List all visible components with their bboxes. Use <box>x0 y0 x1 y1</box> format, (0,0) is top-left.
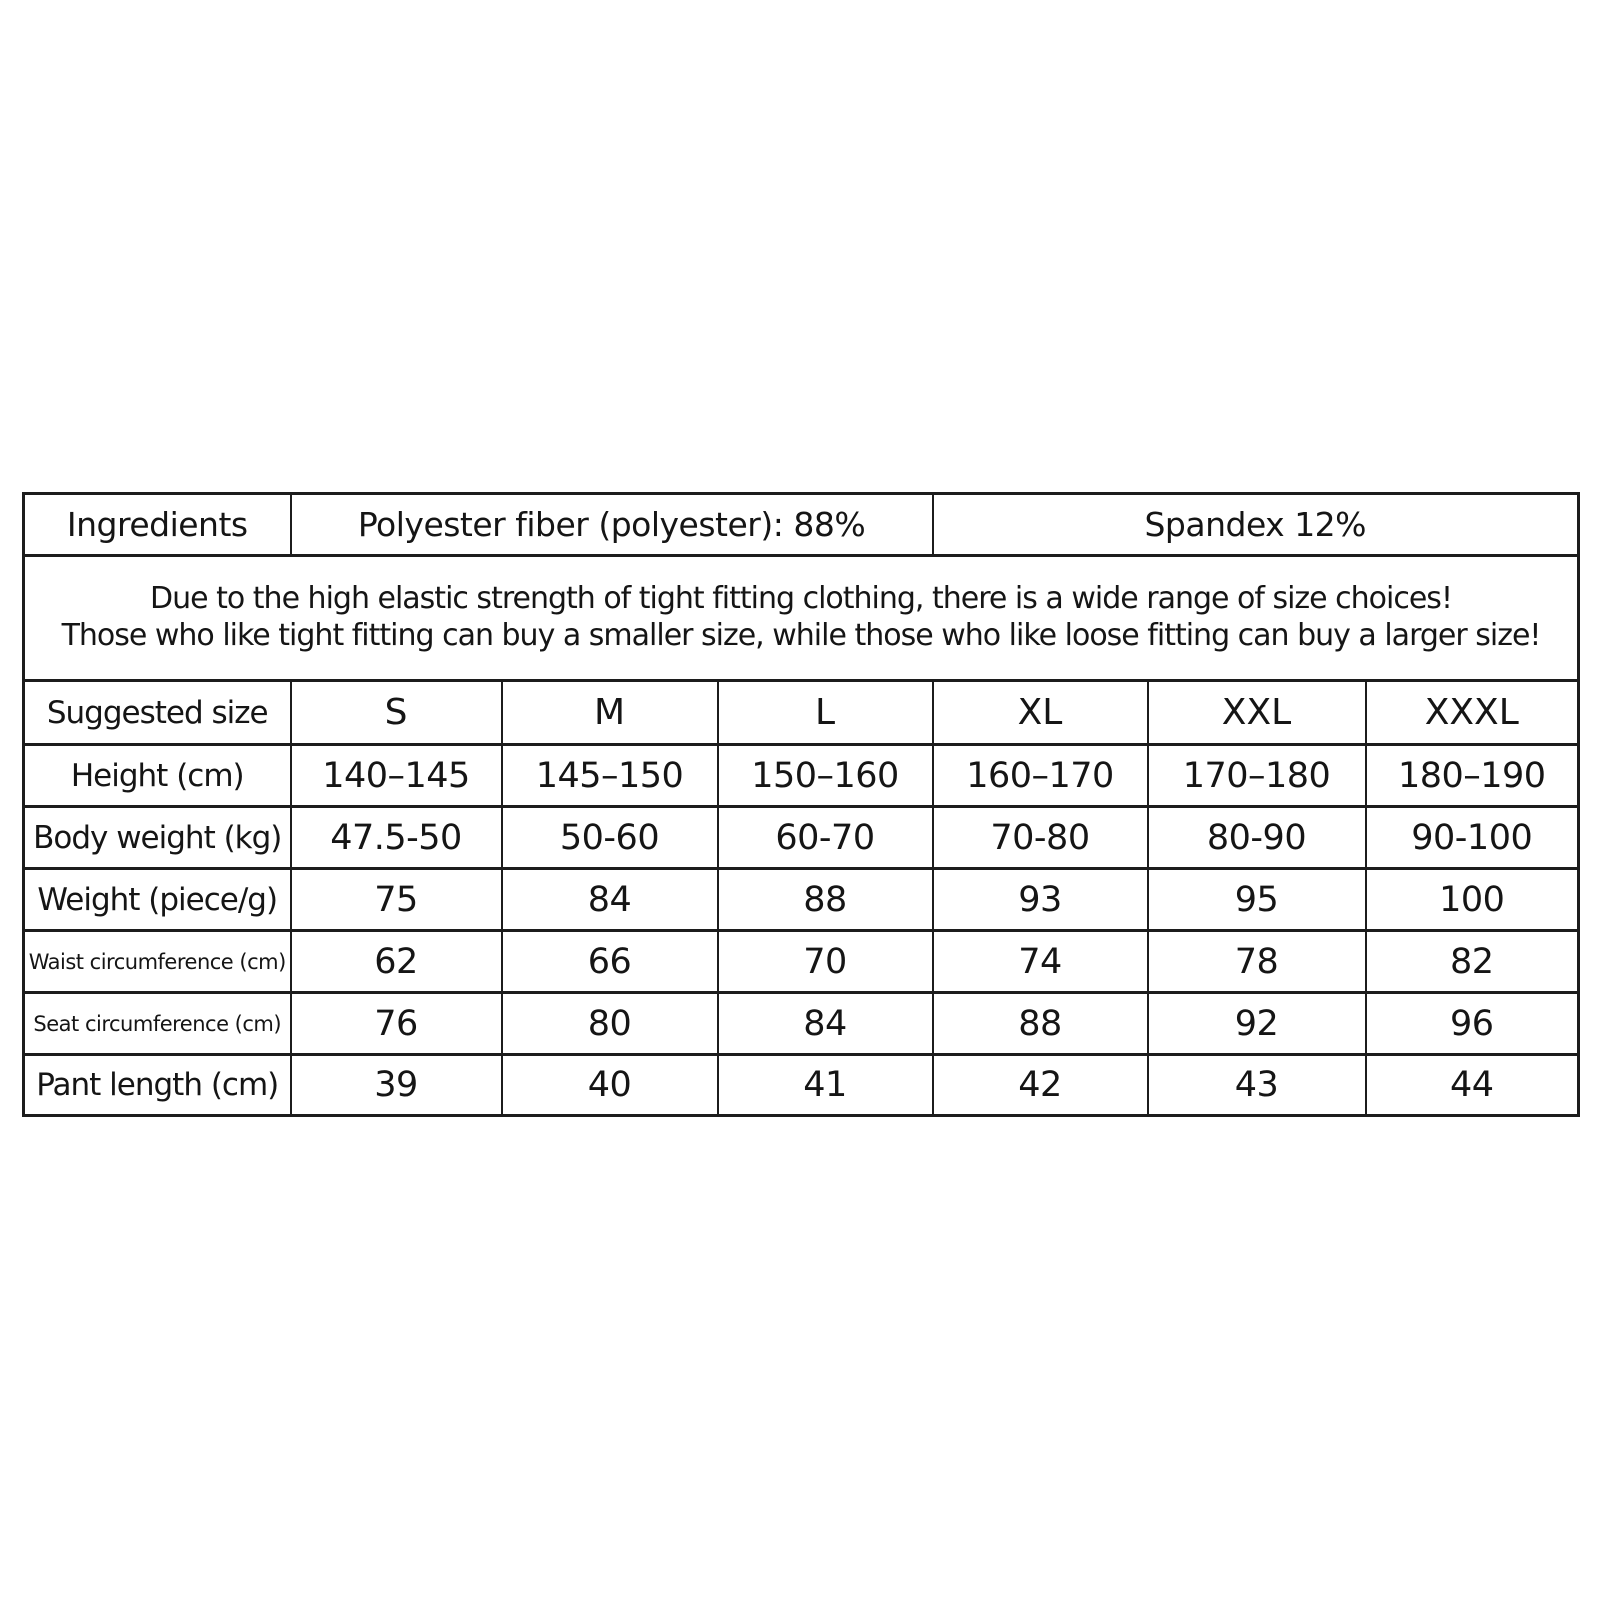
notice-line-1: Due to the high elastic strength of tight fitting clothing, there is a wide range of size choices! <box>150 581 1452 617</box>
waist-row <box>24 931 1579 993</box>
table-cell: 40 <box>502 1055 718 1116</box>
seat-row <box>24 993 1579 1055</box>
table-cell: 95 <box>1148 869 1366 931</box>
table-cell: 92 <box>1148 993 1366 1055</box>
table-cell: 70 <box>718 931 933 993</box>
table-cell: 180–190 <box>1366 745 1579 807</box>
table-cell: 42 <box>933 1055 1148 1116</box>
piece-weight-row <box>24 869 1579 931</box>
table-cell: 50-60 <box>502 807 718 869</box>
table-cell: 66 <box>502 931 718 993</box>
size-col-m: M <box>502 681 718 745</box>
size-chart-table <box>22 492 1580 1117</box>
ingredients-spandex-value: Spandex 12% <box>933 494 1579 556</box>
height-row <box>24 745 1579 807</box>
table-cell: 160–170 <box>933 745 1148 807</box>
table-cell: 140–145 <box>291 745 502 807</box>
table-cell: 90-100 <box>1366 807 1579 869</box>
body-weight-row <box>24 807 1579 869</box>
table-cell: 39 <box>291 1055 502 1116</box>
row-label: Seat circumference (cm) <box>24 993 291 1055</box>
table-cell: 47.5-50 <box>291 807 502 869</box>
table-cell: 150–160 <box>718 745 933 807</box>
table-cell: 80 <box>502 993 718 1055</box>
table-cell: 145–150 <box>502 745 718 807</box>
table-cell: 60-70 <box>718 807 933 869</box>
size-col-xxl: XXL <box>1148 681 1366 745</box>
size-col-s: S <box>291 681 502 745</box>
row-label: Weight (piece/g) <box>24 869 291 931</box>
size-col-l: L <box>718 681 933 745</box>
table-cell: 88 <box>933 993 1148 1055</box>
notice-row <box>24 556 1579 681</box>
pant-length-row <box>24 1055 1579 1116</box>
size-header-label: Suggested size <box>24 681 291 745</box>
row-label: Body weight (kg) <box>24 807 291 869</box>
table-cell: 170–180 <box>1148 745 1366 807</box>
table-cell: 76 <box>291 993 502 1055</box>
table-cell: 75 <box>291 869 502 931</box>
table-cell: 82 <box>1366 931 1579 993</box>
size-header-row <box>24 681 1579 745</box>
table-cell: 100 <box>1366 869 1579 931</box>
table-cell: 80-90 <box>1148 807 1366 869</box>
row-label: Waist circumference (cm) <box>24 931 291 993</box>
table-cell: 41 <box>718 1055 933 1116</box>
table-cell: 96 <box>1366 993 1579 1055</box>
row-label: Pant length (cm) <box>24 1055 291 1116</box>
table-cell: 70-80 <box>933 807 1148 869</box>
ingredients-label: Ingredients <box>24 494 291 556</box>
table-cell: 88 <box>718 869 933 931</box>
table-cell: 84 <box>502 869 718 931</box>
table-cell: 84 <box>718 993 933 1055</box>
size-notice <box>24 556 1579 681</box>
ingredients-row <box>24 494 1579 556</box>
table-cell: 93 <box>933 869 1148 931</box>
table-cell: 62 <box>291 931 502 993</box>
table-cell: 74 <box>933 931 1148 993</box>
notice-line-2: Those who like tight fitting can buy a smaller size, while those who like loose fitting can buy a larger size! <box>61 618 1541 653</box>
size-col-xl: XL <box>933 681 1148 745</box>
table-cell: 43 <box>1148 1055 1366 1116</box>
ingredients-polyester-value: Polyester fiber (polyester): 88% <box>291 494 933 556</box>
row-label: Height (cm) <box>24 745 291 807</box>
table-cell: 44 <box>1366 1055 1579 1116</box>
table-cell: 78 <box>1148 931 1366 993</box>
size-col-xxxl: XXXL <box>1366 681 1579 745</box>
